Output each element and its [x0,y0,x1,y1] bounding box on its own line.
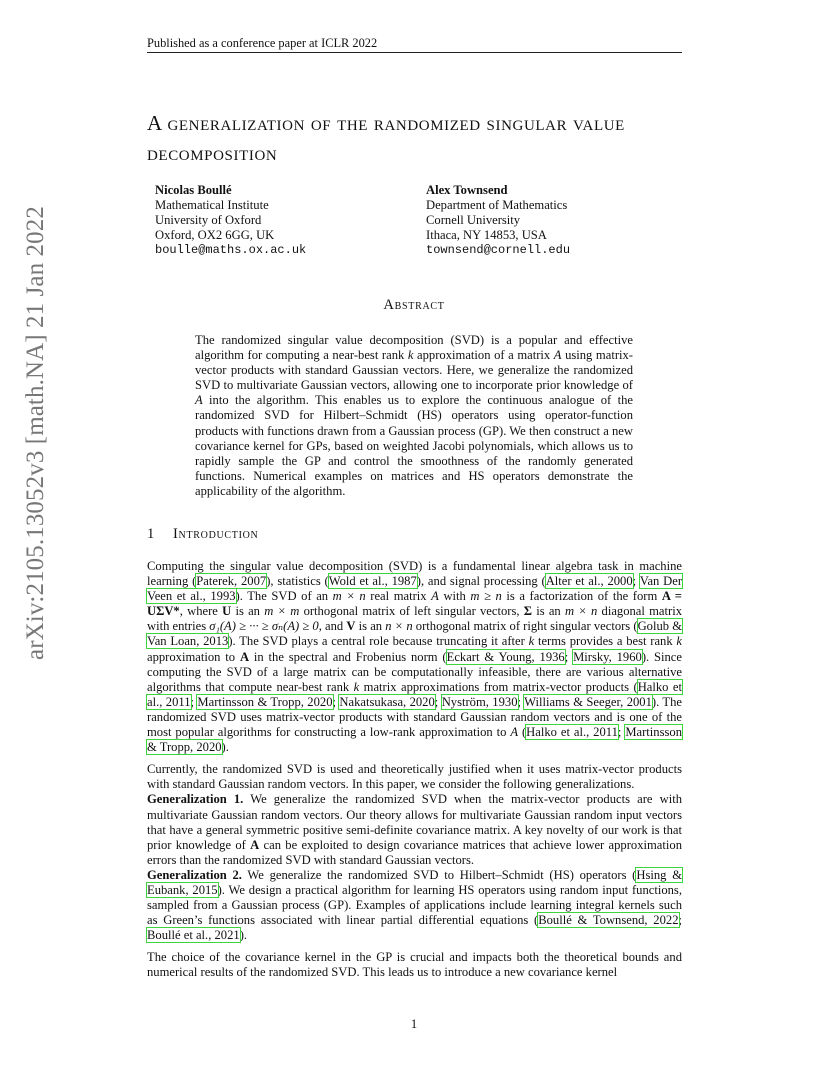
section-number: 1 [147,526,155,542]
math-A: A [195,393,203,408]
author-department: Department of Mathematics [426,198,568,212]
citation-link[interactable]: Williams & Seeger, 2001 [524,694,652,709]
citation-link[interactable]: Mirsky, 1960 [573,649,642,664]
citation-link[interactable]: Halko et al., 2011 [526,725,618,740]
generalization-label: Generalization 1. [147,792,244,807]
author-address: Oxford, OX2 6GG, UK [155,228,275,242]
body-text [147,559,682,981]
author-name: Nicolas Boullé [155,183,232,197]
author-block-2 [426,183,570,258]
author-block-1 [155,183,306,258]
author-address: Ithaca, NY 14853, USA [426,228,547,242]
author-department: Mathematical Institute [155,198,269,212]
paper-title: A generalization of the randomized singular value decomposition [147,111,625,165]
citation-link[interactable]: Golub & Van Loan, 2013 [147,619,682,649]
paragraph: The choice of the covariance kernel in the GP is crucial and impacts both the theoretical bounds and numerical results of the randomized SVD. This leads us to introduce a new covariance kernel [147,950,682,980]
generalization-2: Generalization 2. We generalize the randomized SVD to Hilbert–Schmidt (HS) operators (Hsing & Eubank, 2015). We design a practical algorithm for learning HS operators using random input functions, sampled from a Gaussian process (GP). Examples of applications include learning integral kernels such as Green’s functions associated with linear partial differential equations (Boullé & Townsend, 2022; Boullé et al., 2021). [147,867,682,943]
header-rule [147,52,682,53]
citation-link[interactable]: Hsing & Eubank, 2015 [147,867,682,897]
citation-link[interactable]: Boullé et al., 2021 [147,928,240,943]
paragraph: Currently, the randomized SVD is used and theoretically justified when it uses matrix-vector products with standard Gaussian random vectors. In this paper, we consider the following generalizations. [147,762,682,792]
citation-link[interactable]: Wold et al., 1987 [328,574,417,589]
abstract-text: The randomized singular value decomposition (SVD) is a popular and effective algorithm for computing a near-best rank k approximation of a matrix A using matrix-vector products with standard Gaussian vectors. Here, we generalize the randomized SVD to multivariate Gaussian vectors, allowing one to incorporate prior knowledge of A into the algorithm. This enables us to explore the continuous analogue of the randomized SVD for Hilbert–Schmidt (HS) operators using operator-function products with functions drawn from a Gaussian process (GP). We then construct a new covariance kernel for GPs, based on weighted Jacobi polynomials, which allows us to rapidly sample the GP and control the smoothness of the randomly generated functions. Numerical examples on matrices and HS operators demonstrate the applicability of the algorithm. [195,333,634,498]
svd-equation: A = UΣV* [147,589,682,619]
math-k: k [407,348,414,363]
abstract-heading: Abstract [383,297,445,313]
citation-link[interactable]: Nakatsukasa, 2020 [339,694,435,709]
arxiv-identifier: arXiv:2105.13052v3 [math.NA] 21 Jan 2022 [22,206,49,660]
author-email[interactable]: townsend@cornell.edu [426,243,571,257]
running-header: Published as a conference paper at ICLR 2022 [147,36,378,50]
generalization-label: Generalization 2. [147,867,242,882]
citation-link[interactable]: Martinsson & Tropp, 2020 [197,694,333,709]
citation-link[interactable]: Van Der Veen et al., 1993 [147,574,683,604]
intro-paragraph: Computing the singular value decomposition (SVD) is a fundamental linear algebra task in machine learning (Paterek, 2007), statistics (Wold et al., 1987), and signal processing (Alter et al., 2000; Van Der Veen et al., 1993). The SVD of an m × n real matrix A with m ≥ n is a factorization of the form A = UΣV*, where U is an m × m orthogonal matrix of left singular vectors, Σ is an m × n diagonal matrix with entries σ₁(A) ≥ ··· ≥ σₙ(A) ≥ 0, and V is an n × n orthogonal matrix of right singular vectors (Golub & Van Loan, 2013). The SVD plays a central role because truncating it after k terms provides a best rank k approximation to A in the spectral and Frobenius norm (Eckart & Young, 1936; Mirsky, 1960). Since computing the SVD of a large matrix can be computationally infeasible, there are various alternative algorithms that compute near-best rank k matrix approximations from matrix-vector products (Halko et al., 2011; Martinsson & Tropp, 2020; Nakatsukasa, 2020; Nyström, 1930; Williams & Seeger, 2001). The randomized SVD uses matrix-vector products with standard Gaussian random vectors and is one of the most popular algorithms for constructing a low-rank approximation to A (Halko et al., 2011; Martinsson & Tropp, 2020). [147,559,683,755]
citation-link[interactable]: Martinsson & Tropp, 2020 [147,725,682,755]
author-email[interactable]: boulle@maths.ox.ac.uk [155,243,307,257]
author-name: Alex Townsend [426,183,508,197]
citation-link[interactable]: Alter et al., 2000 [545,574,633,589]
author-institution: University of Oxford [155,213,262,227]
math-A: A [553,348,562,363]
author-institution: Cornell University [426,213,521,227]
citation-link[interactable]: Boullé & Townsend, 2022 [538,913,679,928]
citation-link[interactable]: Nyström, 1930 [441,694,518,709]
citation-link[interactable]: Paterek, 2007 [196,574,267,589]
citation-link[interactable]: Halko et al., 2011 [147,679,682,709]
section-heading [147,526,258,543]
section-title: Introduction [173,526,259,542]
citation-link[interactable]: Eckart & Young, 1936 [446,649,565,664]
page-number: 1 [410,1017,418,1031]
generalization-1: Generalization 1. We generalize the randomized SVD when the matrix-vector products are with multivariate Gaussian random vectors. Our theory allows for multivariate Gaussian random input vectors that have a general symmetric positive semi-definite covariance matrix. A key novelty of our work is that prior knowledge of A can be exploited to design covariance matrices that achieve lower approximation errors than the randomized SVD with standard Gaussian vectors. [147,792,682,867]
